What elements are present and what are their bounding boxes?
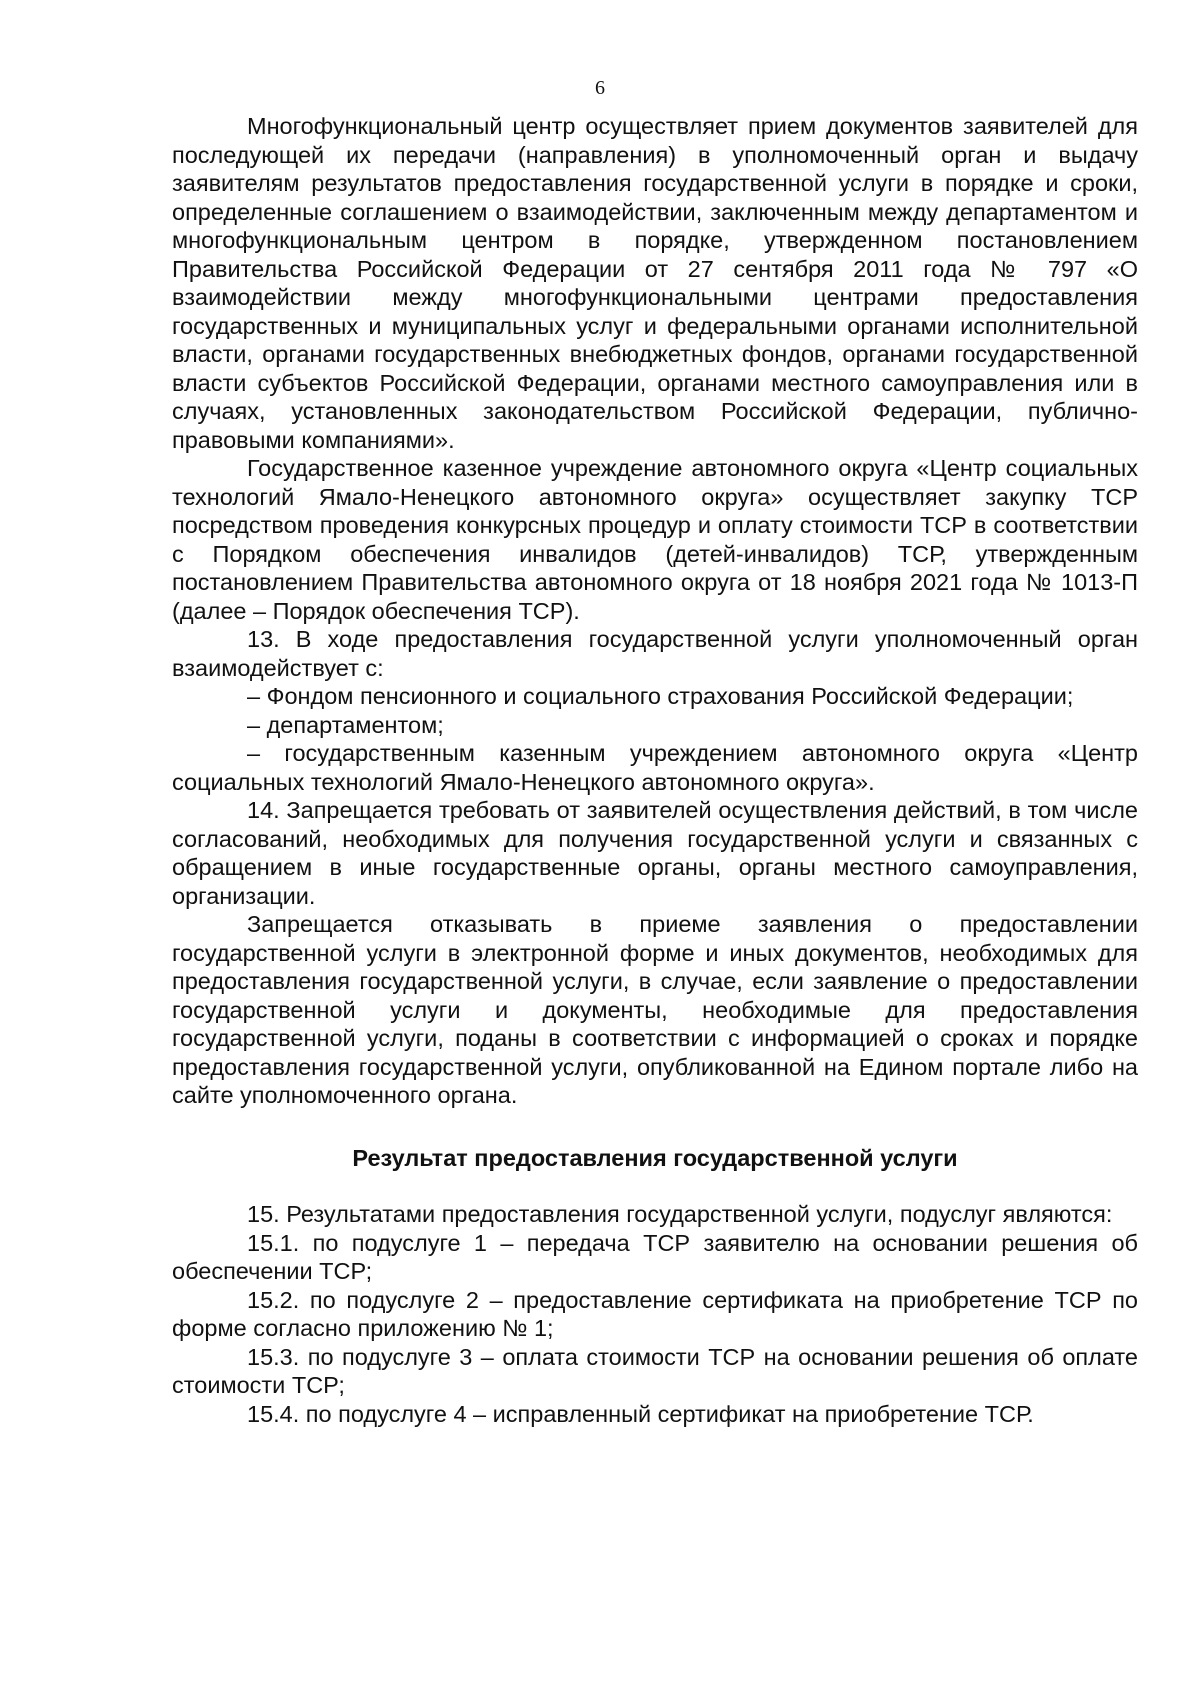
list-item-state-institution: – государственным казенным учреждением автономного округа «Центр социальных технологий Ямало-Ненецкого автономного округа».	[172, 740, 1138, 795]
paragraph-15-3: 15.3. по подуслуге 3 – оплата стоимости ТСР на основании решения об оплате стоимости ТСР;	[172, 1343, 1138, 1398]
paragraph-15-1: 15.1. по подуслуге 1 – передача ТСР заявителю на основании решения об обеспечении ТСР;	[172, 1229, 1138, 1284]
page-number: 6	[595, 77, 605, 99]
paragraph-14-prohibition: 14. Запрещается требовать от заявителей осуществления действий, в том числе согласований, необходимых для получения государственной услуги и связанных с обращением в иные государственные органы, органы местного самоуправления, организации.	[172, 797, 1138, 909]
paragraph-15-4: 15.4. по подуслуге 4 – исправленный сертификат на приобретение ТСР.	[247, 1400, 1034, 1427]
paragraph-13-interaction: 13. В ходе предоставления государственной услуги уполномоченный орган взаимодействует с:	[172, 626, 1138, 681]
document-body	[172, 112, 1138, 1428]
paragraph-social-technologies-center: Государственное казенное учреждение автономного округа «Центр социальных технологий Ямало-Ненецкого автономного округа» осуществляет закупку ТСР посредством проведения конкурсных процедур и оплату стоимости ТСР в соответствии с Порядком обеспечения инвалидов (детей-инвалидов) ТСР, утвержденным постановлением Правительства автономного округа от 18 ноября 2021 года № 1013-П (далее – Порядок обеспечения ТСР).	[172, 455, 1138, 624]
paragraph-mfc-documents: Многофункциональный центр осуществляет прием документов заявителей для последующей их передачи (направления) в уполномоченный орган и выдачу заявителям результатов предоставления государственной услуги в порядке и сроки, определенные соглашением о взаимодействии, заключенным между департаментом и многофункциональным центром в порядке, утвержденном постановлением Правительства Российской Федерации от 27 сентября 2011 года № 797 «О взаимодействии между многофункциональными центрами предоставления государственных и муниципальных услуг и федеральными органами исполнительной власти, органами государственных внебюджетных фондов, органами государственной власти субъектов Российской Федерации, органами местного самоуправления или в случаях, установленных законодательством Российской Федерации, публично-правовыми компаниями».	[172, 113, 1138, 453]
section-heading: Результат предоставления государственной услуги	[352, 1144, 958, 1171]
list-item-pension-fund: – Фондом пенсионного и социального страхования Российской Федерации;	[247, 683, 1074, 709]
paragraph-15-results: 15. Результатами предоставления государственной услуги, подуслуг являются:	[247, 1201, 1113, 1227]
paragraph-15-2: 15.2. по подуслуге 2 – предоставление сертификата на приобретение ТСР по форме согласно приложению № 1;	[172, 1286, 1138, 1341]
list-item-department: – департаментом;	[247, 711, 444, 738]
paragraph-refusal-prohibition: Запрещается отказывать в приеме заявления о предоставлении государственной услуги в электронной форме и иных документов, необходимых для предоставления государственной услуги, в случае, если заявление о предоставлении государственной услуги и документы, необходимые для предоставления государственной услуги, поданы в соответствии с информацией о сроках и порядке предоставления государственной услуги, опубликованной на Едином портале либо на сайте уполномоченного органа.	[172, 911, 1138, 1108]
